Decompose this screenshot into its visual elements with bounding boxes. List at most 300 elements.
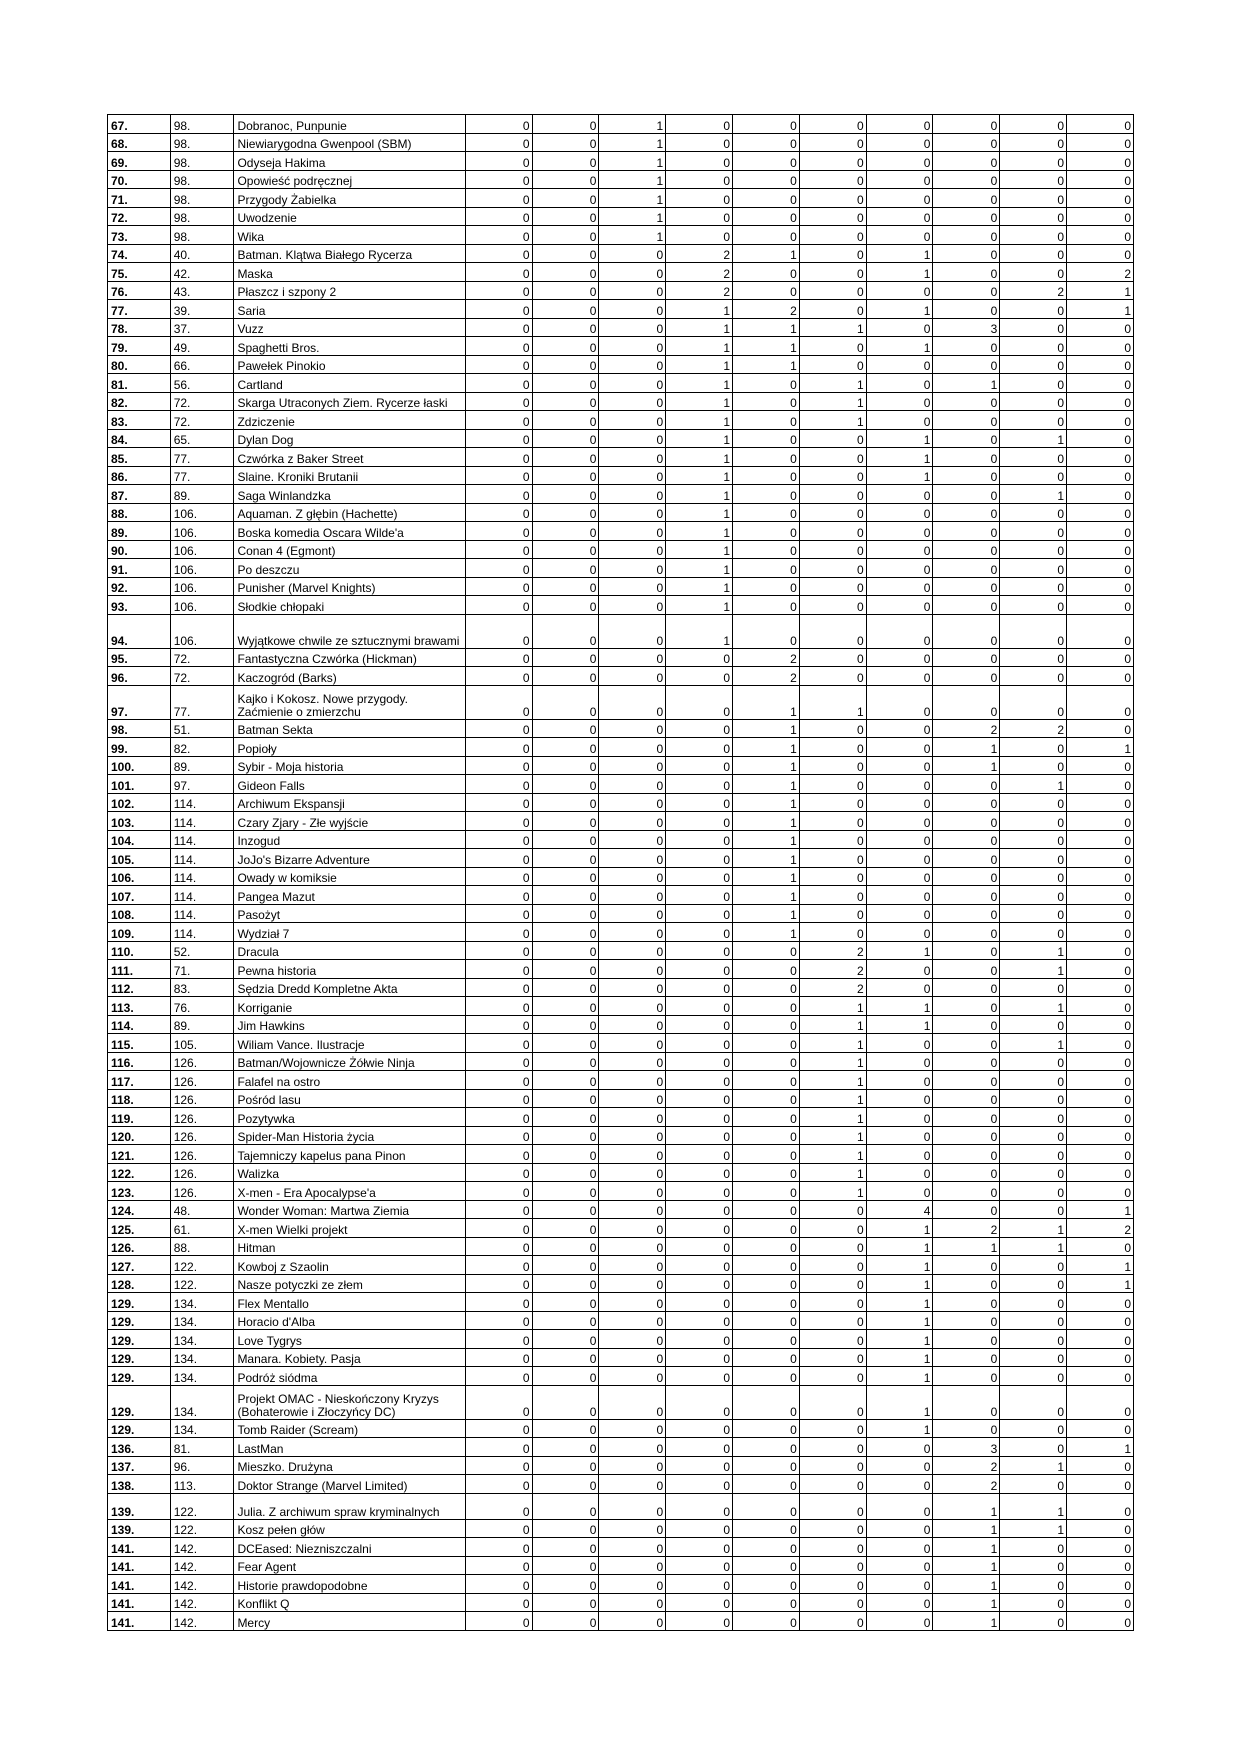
vote-count-cell: 0 bbox=[599, 1274, 666, 1293]
vote-count-cell: 0 bbox=[465, 849, 532, 868]
vote-count-cell: 0 bbox=[733, 1126, 800, 1145]
previous-rank-cell: 126. bbox=[170, 1163, 234, 1182]
table-row bbox=[108, 923, 1134, 942]
vote-count-cell: 0 bbox=[1067, 207, 1134, 226]
vote-count-cell: 0 bbox=[933, 226, 1000, 245]
rank-cell: 75. bbox=[108, 263, 171, 282]
vote-count-cell: 1 bbox=[666, 411, 733, 430]
vote-count-cell: 0 bbox=[532, 997, 599, 1016]
rank-cell: 91. bbox=[108, 559, 171, 578]
vote-count-cell: 1 bbox=[1000, 429, 1067, 448]
vote-count-cell: 0 bbox=[599, 281, 666, 300]
vote-count-cell: 0 bbox=[799, 1493, 866, 1519]
vote-count-cell: 0 bbox=[799, 849, 866, 868]
vote-count-cell: 0 bbox=[666, 1575, 733, 1594]
vote-count-cell: 0 bbox=[933, 152, 1000, 171]
previous-rank-cell: 48. bbox=[170, 1200, 234, 1219]
vote-count-cell: 0 bbox=[733, 941, 800, 960]
vote-count-cell: 0 bbox=[465, 1330, 532, 1349]
vote-count-cell: 0 bbox=[733, 1293, 800, 1312]
vote-count-cell: 0 bbox=[799, 1575, 866, 1594]
vote-count-cell: 0 bbox=[599, 392, 666, 411]
vote-count-cell: 0 bbox=[799, 886, 866, 905]
vote-count-cell: 0 bbox=[933, 559, 1000, 578]
vote-count-cell: 1 bbox=[1067, 1200, 1134, 1219]
table-row bbox=[108, 1538, 1134, 1557]
vote-count-cell: 0 bbox=[1000, 466, 1067, 485]
previous-rank-cell: 83. bbox=[170, 978, 234, 997]
vote-count-cell: 0 bbox=[532, 886, 599, 905]
vote-count-cell: 0 bbox=[599, 904, 666, 923]
table-row bbox=[108, 960, 1134, 979]
vote-count-cell: 0 bbox=[799, 355, 866, 374]
vote-count-cell: 0 bbox=[733, 485, 800, 504]
vote-count-cell: 0 bbox=[666, 1293, 733, 1312]
vote-count-cell: 0 bbox=[465, 1126, 532, 1145]
vote-count-cell: 0 bbox=[599, 1593, 666, 1612]
vote-count-cell: 0 bbox=[866, 978, 933, 997]
title-cell: Wyjątkowe chwile ze sztucznymi brawami bbox=[234, 614, 465, 648]
vote-count-cell: 0 bbox=[532, 281, 599, 300]
vote-count-cell: 0 bbox=[799, 152, 866, 171]
vote-count-cell: 0 bbox=[532, 1575, 599, 1594]
rank-cell: 104. bbox=[108, 830, 171, 849]
vote-count-cell: 0 bbox=[1000, 1052, 1067, 1071]
vote-count-cell: 0 bbox=[599, 596, 666, 615]
table-row bbox=[108, 904, 1134, 923]
vote-count-cell: 0 bbox=[866, 596, 933, 615]
vote-count-cell: 0 bbox=[465, 960, 532, 979]
vote-count-cell: 0 bbox=[733, 152, 800, 171]
rank-cell: 80. bbox=[108, 355, 171, 374]
previous-rank-cell: 66. bbox=[170, 355, 234, 374]
vote-count-cell: 0 bbox=[1067, 540, 1134, 559]
vote-count-cell: 0 bbox=[532, 904, 599, 923]
vote-count-cell: 0 bbox=[933, 941, 1000, 960]
vote-count-cell: 0 bbox=[599, 1071, 666, 1090]
vote-count-cell: 0 bbox=[599, 1575, 666, 1594]
table-row bbox=[108, 1274, 1134, 1293]
vote-count-cell: 0 bbox=[866, 756, 933, 775]
vote-count-cell: 0 bbox=[465, 522, 532, 541]
vote-count-cell: 0 bbox=[465, 1256, 532, 1275]
previous-rank-cell: 76. bbox=[170, 997, 234, 1016]
vote-count-cell: 0 bbox=[933, 648, 1000, 667]
rank-cell: 71. bbox=[108, 189, 171, 208]
ranking-table-body bbox=[108, 115, 1134, 1631]
vote-count-cell: 0 bbox=[465, 1556, 532, 1575]
table-row bbox=[108, 830, 1134, 849]
vote-count-cell: 0 bbox=[933, 1385, 1000, 1419]
vote-count-cell: 1 bbox=[733, 244, 800, 263]
vote-count-cell: 1 bbox=[799, 1182, 866, 1201]
rank-cell: 77. bbox=[108, 300, 171, 319]
rank-cell: 87. bbox=[108, 485, 171, 504]
vote-count-cell: 1 bbox=[799, 1015, 866, 1034]
table-row bbox=[108, 1493, 1134, 1519]
vote-count-cell: 0 bbox=[599, 300, 666, 319]
vote-count-cell: 0 bbox=[933, 667, 1000, 686]
table-row bbox=[108, 115, 1134, 134]
vote-count-cell: 0 bbox=[465, 1456, 532, 1475]
vote-count-cell: 0 bbox=[465, 1538, 532, 1557]
previous-rank-cell: 134. bbox=[170, 1311, 234, 1330]
table-row bbox=[108, 1367, 1134, 1386]
vote-count-cell: 0 bbox=[532, 1348, 599, 1367]
title-cell: Płaszcz i szpony 2 bbox=[234, 281, 465, 300]
vote-count-cell: 0 bbox=[465, 466, 532, 485]
vote-count-cell: 0 bbox=[1067, 318, 1134, 337]
vote-count-cell: 0 bbox=[599, 1182, 666, 1201]
vote-count-cell: 2 bbox=[1000, 281, 1067, 300]
vote-count-cell: 0 bbox=[1000, 648, 1067, 667]
vote-count-cell: 0 bbox=[933, 1126, 1000, 1145]
vote-count-cell: 0 bbox=[933, 189, 1000, 208]
vote-count-cell: 0 bbox=[933, 867, 1000, 886]
vote-count-cell: 0 bbox=[866, 226, 933, 245]
vote-count-cell: 0 bbox=[1067, 559, 1134, 578]
vote-count-cell: 0 bbox=[465, 886, 532, 905]
table-row bbox=[108, 1145, 1134, 1164]
vote-count-cell: 0 bbox=[799, 503, 866, 522]
vote-count-cell: 0 bbox=[799, 1367, 866, 1386]
vote-count-cell: 0 bbox=[866, 1493, 933, 1519]
vote-count-cell: 0 bbox=[733, 189, 800, 208]
previous-rank-cell: 122. bbox=[170, 1493, 234, 1519]
vote-count-cell: 0 bbox=[465, 226, 532, 245]
title-cell: Inzogud bbox=[234, 830, 465, 849]
vote-count-cell: 0 bbox=[933, 1274, 1000, 1293]
previous-rank-cell: 106. bbox=[170, 577, 234, 596]
previous-rank-cell: 114. bbox=[170, 793, 234, 812]
vote-count-cell: 0 bbox=[799, 115, 866, 134]
vote-count-cell: 0 bbox=[1000, 1126, 1067, 1145]
vote-count-cell: 0 bbox=[866, 1556, 933, 1575]
rank-cell: 108. bbox=[108, 904, 171, 923]
vote-count-cell: 0 bbox=[866, 1475, 933, 1494]
vote-count-cell: 0 bbox=[866, 374, 933, 393]
vote-count-cell: 0 bbox=[733, 1089, 800, 1108]
vote-count-cell: 0 bbox=[933, 812, 1000, 831]
title-cell: Fear Agent bbox=[234, 1556, 465, 1575]
vote-count-cell: 0 bbox=[465, 281, 532, 300]
title-cell: Skarga Utraconych Ziem. Rycerze łaski bbox=[234, 392, 465, 411]
vote-count-cell: 0 bbox=[532, 577, 599, 596]
rank-cell: 95. bbox=[108, 648, 171, 667]
rank-cell: 138. bbox=[108, 1475, 171, 1494]
vote-count-cell: 0 bbox=[599, 1419, 666, 1438]
rank-cell: 118. bbox=[108, 1089, 171, 1108]
previous-rank-cell: 88. bbox=[170, 1237, 234, 1256]
vote-count-cell: 0 bbox=[666, 1419, 733, 1438]
vote-count-cell: 0 bbox=[465, 1348, 532, 1367]
vote-count-cell: 1 bbox=[866, 1367, 933, 1386]
vote-count-cell: 0 bbox=[866, 559, 933, 578]
vote-count-cell: 1 bbox=[733, 337, 800, 356]
vote-count-cell: 1 bbox=[1067, 1256, 1134, 1275]
title-cell: Fantastyczna Czwórka (Hickman) bbox=[234, 648, 465, 667]
vote-count-cell: 0 bbox=[599, 1108, 666, 1127]
previous-rank-cell: 106. bbox=[170, 503, 234, 522]
vote-count-cell: 0 bbox=[532, 1052, 599, 1071]
rank-cell: 126. bbox=[108, 1237, 171, 1256]
vote-count-cell: 0 bbox=[1067, 1237, 1134, 1256]
previous-rank-cell: 97. bbox=[170, 775, 234, 794]
table-row bbox=[108, 577, 1134, 596]
vote-count-cell: 0 bbox=[866, 577, 933, 596]
previous-rank-cell: 134. bbox=[170, 1367, 234, 1386]
vote-count-cell: 0 bbox=[465, 115, 532, 134]
vote-count-cell: 0 bbox=[1000, 1200, 1067, 1219]
rank-cell: 96. bbox=[108, 667, 171, 686]
vote-count-cell: 0 bbox=[465, 1071, 532, 1090]
vote-count-cell: 1 bbox=[799, 1126, 866, 1145]
table-row bbox=[108, 559, 1134, 578]
vote-count-cell: 1 bbox=[733, 830, 800, 849]
vote-count-cell: 0 bbox=[733, 1163, 800, 1182]
vote-count-cell: 0 bbox=[799, 540, 866, 559]
vote-count-cell: 0 bbox=[599, 466, 666, 485]
vote-count-cell: 1 bbox=[1000, 960, 1067, 979]
vote-count-cell: 0 bbox=[1000, 355, 1067, 374]
vote-count-cell: 0 bbox=[1000, 226, 1067, 245]
vote-count-cell: 0 bbox=[465, 577, 532, 596]
vote-count-cell: 1 bbox=[666, 392, 733, 411]
vote-count-cell: 0 bbox=[1067, 429, 1134, 448]
vote-count-cell: 1 bbox=[666, 614, 733, 648]
title-cell: Slaine. Kroniki Brutanii bbox=[234, 466, 465, 485]
table-row bbox=[108, 1556, 1134, 1575]
vote-count-cell: 0 bbox=[465, 904, 532, 923]
vote-count-cell: 1 bbox=[1000, 997, 1067, 1016]
vote-count-cell: 0 bbox=[465, 263, 532, 282]
vote-count-cell: 0 bbox=[599, 812, 666, 831]
table-row bbox=[108, 1108, 1134, 1127]
vote-count-cell: 0 bbox=[666, 1274, 733, 1293]
vote-count-cell: 0 bbox=[599, 830, 666, 849]
vote-count-cell: 0 bbox=[799, 170, 866, 189]
vote-count-cell: 0 bbox=[1000, 540, 1067, 559]
vote-count-cell: 0 bbox=[799, 775, 866, 794]
vote-count-cell: 0 bbox=[799, 756, 866, 775]
rank-cell: 139. bbox=[108, 1493, 171, 1519]
vote-count-cell: 0 bbox=[532, 775, 599, 794]
vote-count-cell: 0 bbox=[599, 849, 666, 868]
vote-count-cell: 0 bbox=[666, 1145, 733, 1164]
vote-count-cell: 0 bbox=[599, 978, 666, 997]
vote-count-cell: 0 bbox=[1000, 207, 1067, 226]
table-row bbox=[108, 886, 1134, 905]
previous-rank-cell: 122. bbox=[170, 1274, 234, 1293]
title-cell: Kowboj z Szaolin bbox=[234, 1256, 465, 1275]
vote-count-cell: 0 bbox=[532, 1330, 599, 1349]
table-row bbox=[108, 448, 1134, 467]
table-row bbox=[108, 793, 1134, 812]
vote-count-cell: 0 bbox=[1067, 1575, 1134, 1594]
rank-cell: 127. bbox=[108, 1256, 171, 1275]
vote-count-cell: 0 bbox=[532, 1438, 599, 1457]
vote-count-cell: 0 bbox=[1067, 1348, 1134, 1367]
vote-count-cell: 0 bbox=[1000, 830, 1067, 849]
table-row bbox=[108, 1034, 1134, 1053]
title-cell: Wonder Woman: Martwa Ziemia bbox=[234, 1200, 465, 1219]
vote-count-cell: 1 bbox=[866, 1348, 933, 1367]
rank-cell: 141. bbox=[108, 1556, 171, 1575]
vote-count-cell: 1 bbox=[866, 1311, 933, 1330]
vote-count-cell: 0 bbox=[733, 1475, 800, 1494]
title-cell: Projekt OMAC - Nieskończony Kryzys (Bohaterowie i Złoczyńcy DC) bbox=[234, 1385, 465, 1419]
vote-count-cell: 0 bbox=[532, 466, 599, 485]
previous-rank-cell: 142. bbox=[170, 1612, 234, 1631]
table-row bbox=[108, 1237, 1134, 1256]
vote-count-cell: 0 bbox=[799, 1475, 866, 1494]
vote-count-cell: 1 bbox=[1000, 1519, 1067, 1538]
rank-cell: 129. bbox=[108, 1348, 171, 1367]
vote-count-cell: 3 bbox=[933, 318, 1000, 337]
vote-count-cell: 0 bbox=[599, 318, 666, 337]
vote-count-cell: 1 bbox=[799, 318, 866, 337]
previous-rank-cell: 106. bbox=[170, 559, 234, 578]
vote-count-cell: 0 bbox=[933, 1200, 1000, 1219]
previous-rank-cell: 96. bbox=[170, 1456, 234, 1475]
vote-count-cell: 0 bbox=[933, 997, 1000, 1016]
vote-count-cell: 0 bbox=[1067, 667, 1134, 686]
vote-count-cell: 2 bbox=[666, 263, 733, 282]
table-row bbox=[108, 1456, 1134, 1475]
previous-rank-cell: 98. bbox=[170, 133, 234, 152]
vote-count-cell: 0 bbox=[1067, 466, 1134, 485]
vote-count-cell: 0 bbox=[666, 1456, 733, 1475]
vote-count-cell: 0 bbox=[1067, 189, 1134, 208]
vote-count-cell: 0 bbox=[933, 300, 1000, 319]
previous-rank-cell: 114. bbox=[170, 904, 234, 923]
vote-count-cell: 0 bbox=[532, 1311, 599, 1330]
vote-count-cell: 0 bbox=[733, 522, 800, 541]
rank-cell: 117. bbox=[108, 1071, 171, 1090]
vote-count-cell: 0 bbox=[799, 867, 866, 886]
vote-count-cell: 0 bbox=[866, 1456, 933, 1475]
title-cell: Cartland bbox=[234, 374, 465, 393]
vote-count-cell: 0 bbox=[1067, 997, 1134, 1016]
vote-count-cell: 0 bbox=[599, 867, 666, 886]
vote-count-cell: 0 bbox=[666, 170, 733, 189]
vote-count-cell: 0 bbox=[532, 960, 599, 979]
vote-count-cell: 0 bbox=[866, 133, 933, 152]
rank-cell: 99. bbox=[108, 738, 171, 757]
vote-count-cell: 0 bbox=[532, 170, 599, 189]
vote-count-cell: 0 bbox=[733, 1145, 800, 1164]
vote-count-cell: 1 bbox=[733, 738, 800, 757]
table-row bbox=[108, 466, 1134, 485]
vote-count-cell: 0 bbox=[799, 1237, 866, 1256]
vote-count-cell: 0 bbox=[599, 685, 666, 719]
vote-count-cell: 0 bbox=[933, 1145, 1000, 1164]
table-row bbox=[108, 540, 1134, 559]
vote-count-cell: 0 bbox=[532, 1163, 599, 1182]
previous-rank-cell: 61. bbox=[170, 1219, 234, 1238]
vote-count-cell: 0 bbox=[465, 300, 532, 319]
vote-count-cell: 0 bbox=[1067, 1071, 1134, 1090]
title-cell: Historie prawdopodobne bbox=[234, 1575, 465, 1594]
vote-count-cell: 0 bbox=[1000, 1293, 1067, 1312]
table-row bbox=[108, 1071, 1134, 1090]
vote-count-cell: 0 bbox=[532, 207, 599, 226]
rank-cell: 129. bbox=[108, 1311, 171, 1330]
title-cell: Słodkie chłopaki bbox=[234, 596, 465, 615]
vote-count-cell: 0 bbox=[465, 997, 532, 1016]
rank-cell: 114. bbox=[108, 1015, 171, 1034]
vote-count-cell: 0 bbox=[465, 1419, 532, 1438]
title-cell: Niewiarygodna Gwenpool (SBM) bbox=[234, 133, 465, 152]
rank-cell: 107. bbox=[108, 886, 171, 905]
vote-count-cell: 0 bbox=[1067, 1163, 1134, 1182]
vote-count-cell: 0 bbox=[599, 244, 666, 263]
vote-count-cell: 0 bbox=[1067, 775, 1134, 794]
vote-count-cell: 0 bbox=[1067, 904, 1134, 923]
vote-count-cell: 0 bbox=[465, 448, 532, 467]
title-cell: Wika bbox=[234, 226, 465, 245]
rank-cell: 109. bbox=[108, 923, 171, 942]
vote-count-cell: 0 bbox=[1067, 1519, 1134, 1538]
vote-count-cell: 0 bbox=[799, 1538, 866, 1557]
vote-count-cell: 0 bbox=[733, 1419, 800, 1438]
vote-count-cell: 0 bbox=[1067, 1182, 1134, 1201]
vote-count-cell: 0 bbox=[866, 904, 933, 923]
vote-count-cell: 0 bbox=[866, 793, 933, 812]
previous-rank-cell: 142. bbox=[170, 1538, 234, 1557]
previous-rank-cell: 89. bbox=[170, 756, 234, 775]
previous-rank-cell: 142. bbox=[170, 1556, 234, 1575]
vote-count-cell: 1 bbox=[733, 867, 800, 886]
vote-count-cell: 0 bbox=[532, 1200, 599, 1219]
vote-count-cell: 0 bbox=[1000, 793, 1067, 812]
vote-count-cell: 0 bbox=[799, 596, 866, 615]
vote-count-cell: 0 bbox=[933, 466, 1000, 485]
table-row bbox=[108, 392, 1134, 411]
vote-count-cell: 0 bbox=[599, 923, 666, 942]
vote-count-cell: 0 bbox=[733, 997, 800, 1016]
table-row bbox=[108, 429, 1134, 448]
previous-rank-cell: 126. bbox=[170, 1145, 234, 1164]
vote-count-cell: 1 bbox=[599, 170, 666, 189]
vote-count-cell: 0 bbox=[465, 648, 532, 667]
vote-count-cell: 0 bbox=[1000, 152, 1067, 171]
vote-count-cell: 0 bbox=[465, 207, 532, 226]
vote-count-cell: 1 bbox=[1000, 1034, 1067, 1053]
vote-count-cell: 0 bbox=[933, 337, 1000, 356]
table-row bbox=[108, 941, 1134, 960]
vote-count-cell: 0 bbox=[733, 1330, 800, 1349]
title-cell: Batman. Klątwa Białego Rycerza bbox=[234, 244, 465, 263]
vote-count-cell: 0 bbox=[1000, 300, 1067, 319]
rank-cell: 141. bbox=[108, 1593, 171, 1612]
rank-cell: 113. bbox=[108, 997, 171, 1016]
vote-count-cell: 0 bbox=[465, 1200, 532, 1219]
title-cell: Boska komedia Oscara Wilde'a bbox=[234, 522, 465, 541]
table-row bbox=[108, 1519, 1134, 1538]
vote-count-cell: 1 bbox=[799, 997, 866, 1016]
vote-count-cell: 0 bbox=[1000, 596, 1067, 615]
vote-count-cell: 0 bbox=[933, 596, 1000, 615]
title-cell: Archiwum Ekspansji bbox=[234, 793, 465, 812]
table-row bbox=[108, 614, 1134, 648]
rank-cell: 103. bbox=[108, 812, 171, 831]
vote-count-cell: 0 bbox=[599, 648, 666, 667]
title-cell: Pasożyt bbox=[234, 904, 465, 923]
vote-count-cell: 0 bbox=[733, 1034, 800, 1053]
vote-count-cell: 0 bbox=[866, 1034, 933, 1053]
table-row bbox=[108, 281, 1134, 300]
